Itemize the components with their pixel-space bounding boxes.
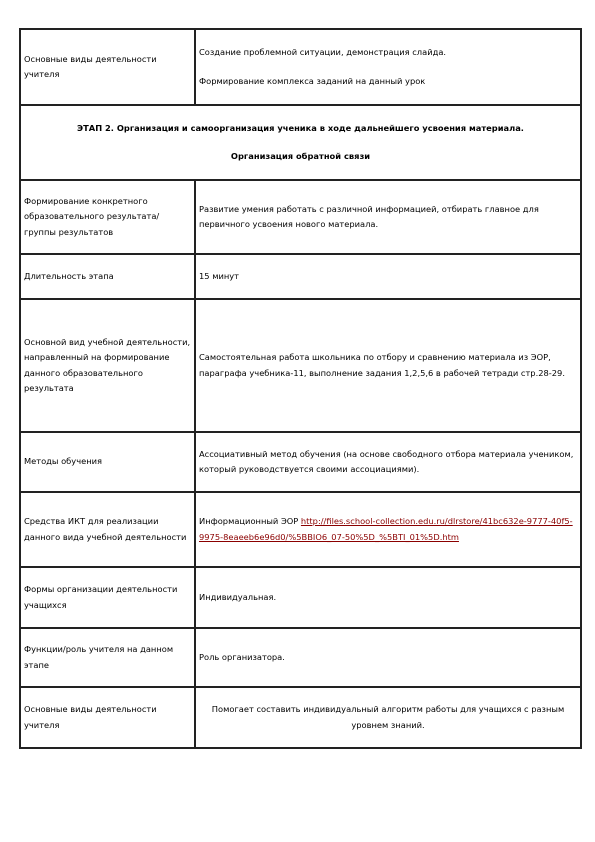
table-row [20,299,581,432]
row-label: Средства ИКТ для реализации данного вида учебной деятельности [20,492,195,567]
row-content: Индивидуальная. [195,567,581,628]
table-row [20,180,581,254]
row-content: Помогает составить индивидуальный алгоритм работы для учащихся с разным уровнем знаний. [195,687,581,748]
row-label: Методы обучения [20,432,195,492]
row-label: Основные виды деятельности учителя [20,687,195,748]
row-label: Формы организации деятельности учащихся [20,567,195,628]
row-label: Формирование конкретного образовательного результата/группы результатов [20,180,195,254]
table-row [20,567,581,628]
row-content: Развитие умения работать с различной информацией, отбирать главное для первичного усвоения нового материала. [195,180,581,254]
row-content [195,29,581,105]
table-row [20,432,581,492]
row-content: 15 минут [195,254,581,299]
row-content: Роль организатора. [195,628,581,687]
resource-prefix: Информационный ЭОР [199,516,301,526]
table-row [20,29,581,105]
row-content [195,492,581,567]
stage-header [20,105,581,180]
row-label: Основной вид учебной деятельности, направленный на формирование данного образовательного результата [20,299,195,432]
table-row [20,254,581,299]
row-content: Самостоятельная работа школьника по отбору и сравнению материала из ЭОР, параграфа учебника-11, выполнение задания 1,2,5,6 в рабочей тетради стр.28-29. [195,299,581,432]
content-line: Формирование комплекса заданий на данный урок [199,76,426,86]
row-label: Основные виды деятельности учителя [20,29,195,105]
table-row [20,628,581,687]
row-label: Функции/роль учителя на данном этапе [20,628,195,687]
stage-title: ЭТАП 2. Организация и самоорганизация ученика в ходе дальнейшего усвоения материала. [77,122,524,133]
table-row [20,492,581,567]
resource-link[interactable]: http://files.school-collection.edu.ru/dlrstore/41bc632e-9777-40f5-9975-8eaeeb6e96d0/%5BBIO6_07-50%5D_%5BTI_01%5D.htm [199,516,573,542]
stage-subtitle: Организация обратной связи [230,151,371,161]
row-content: Ассоциативный метод обучения (на основе свободного отбора материала учеником, который руководствуется своими ассоциациями). [195,432,581,492]
content-line: Создание проблемной ситуации, демонстрация слайда. [199,46,447,57]
table-row [20,687,581,748]
lesson-plan-table [19,28,582,749]
stage-header-row [20,105,581,180]
row-label: Длительность этапа [20,254,195,299]
